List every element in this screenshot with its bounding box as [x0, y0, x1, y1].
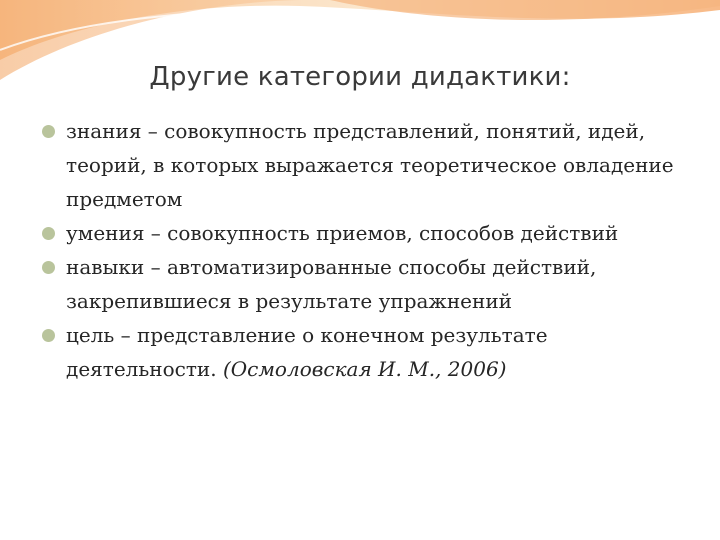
bullet-dot-icon	[42, 261, 55, 274]
bullet-text: навыки – автоматизированные способы действий, закрепившиеся в результате упражнений	[66, 255, 597, 313]
header-swoosh-decoration	[0, 0, 720, 120]
slide-title: Другие категории дидактики:	[149, 62, 571, 92]
bullet-text: знания – совокупность представлений, понятий, идей, теорий, в которых выражается теоретическое овладение предметом	[66, 119, 674, 211]
bullet-dot-icon	[42, 227, 55, 240]
bullet-list	[42, 114, 682, 386]
bullet-text: цель – представление о конечном результате деятельности.	[66, 323, 548, 381]
bullet-item-habits	[42, 250, 682, 318]
bullet-dot-icon	[42, 125, 55, 138]
bullet-text: умения – совокупность приемов, способов действий	[66, 221, 619, 245]
bullet-item-knowledge	[42, 114, 682, 216]
citation: (Осмоловская И. М., 2006)	[222, 357, 507, 381]
bullet-item-goal	[42, 318, 682, 386]
bullet-item-skills	[42, 216, 682, 250]
bullet-dot-icon	[42, 329, 55, 342]
